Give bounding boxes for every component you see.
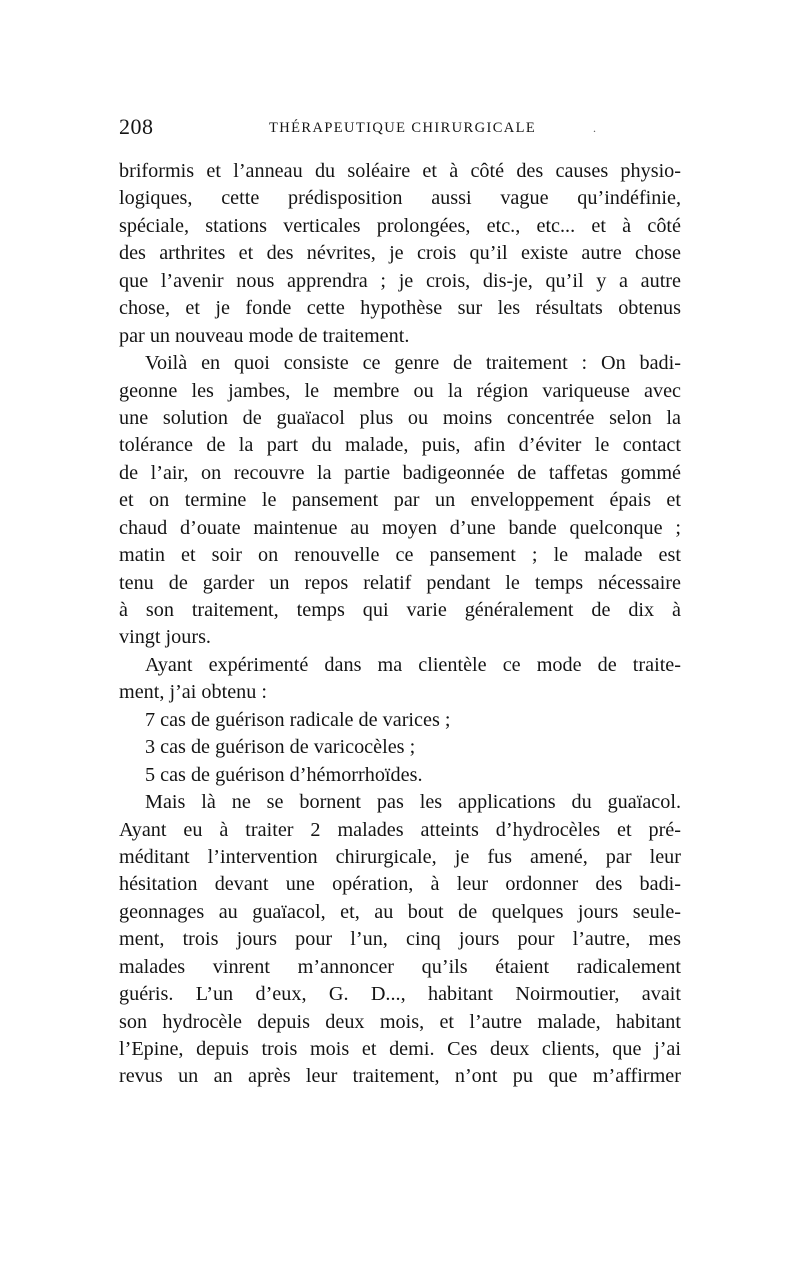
text-line: ment, trois jours pour l’un, cinq jours pour l’autre, mes <box>119 928 681 951</box>
running-title: THÉRAPEUTIQUE CHIRURGICALE <box>269 120 537 136</box>
text-line: chose, et je fonde cette hypothèse sur les résultats obtenus <box>119 297 681 320</box>
text-line: que l’avenir nous apprendra ; je crois, dis-je, qu’il y a autre <box>119 269 681 292</box>
text-line: revus un an après leur traitement, n’ont pu que m’affirmer <box>119 1065 681 1088</box>
text-line: son hydrocèle depuis deux mois, et l’autre malade, habitant <box>119 1010 681 1033</box>
text-line: geonnages au guaïacol, et, au bout de quelques jours seule- <box>119 900 681 923</box>
text-line: malades vinrent m’annoncer qu’ils étaient radicalement <box>119 955 681 978</box>
text-line: l’Epine, depuis trois mois et demi. Ces deux clients, que j’ai <box>119 1038 681 1060</box>
text-line: 3 cas de guérison de varicocèles ; <box>145 736 416 759</box>
text-line: chaud d’ouate maintenue au moyen d’une bande quelconque ; <box>119 516 681 539</box>
page-header <box>119 114 681 148</box>
text-line: Voilà en quoi consiste ce genre de traitement : On badi- <box>145 352 681 375</box>
text-line: tenu de garder un repos relatif pendant le temps nécessaire <box>119 571 681 594</box>
text-line: matin et soir on renouvelle ce pansement ; le malade est <box>119 544 681 567</box>
text-line: briformis et l’anneau du soléaire et à côté des causes physio- <box>119 160 681 182</box>
text-line: 7 cas de guérison radicale de varices ; <box>145 708 451 731</box>
text-line: une solution de guaïacol plus ou moins concentrée selon la <box>119 406 681 429</box>
text-line: guéris. L’un d’eux, G. D..., habitant Noirmoutier, avait <box>119 983 681 1006</box>
text-line: de l’air, on recouvre la partie badigeonnée de taffetas gommé <box>119 461 681 484</box>
text-line: et on termine le pansement par un enveloppement épais et <box>119 489 681 512</box>
text-line: spéciale, stations verticales prolongées, etc., etc... et à côté <box>119 214 681 237</box>
text-line: Mais là ne se bornent pas les applications du guaïacol. <box>145 791 681 814</box>
text-line: Ayant expérimenté dans ma clientèle ce mode de traite- <box>145 653 681 676</box>
body-text <box>119 158 681 1091</box>
header-mark: . <box>593 121 596 135</box>
text-line: des arthrites et des névrites, je crois qu’il existe autre chose <box>119 242 681 265</box>
text-line: tolérance de la part du malade, puis, afin d’éviter le contact <box>119 434 681 457</box>
text-line: à son traitement, temps qui varie généralement de dix à <box>119 599 681 621</box>
text-line: geonne les jambes, le membre ou la région variqueuse avec <box>119 379 681 402</box>
text-line: par un nouveau mode de traitement. <box>119 324 410 347</box>
text-line: hésitation devant une opération, à leur ordonner des badi- <box>119 873 681 896</box>
text-line: ment, j’ai obtenu : <box>119 681 268 704</box>
text-line: 5 cas de guérison d’hémorrhoïdes. <box>145 763 423 786</box>
text-line: méditant l’intervention chirurgicale, je fus amené, par leur <box>119 845 681 868</box>
text-line: Ayant eu à traiter 2 malades atteints d’hydrocèles et pré- <box>119 818 681 841</box>
text-line: vingt jours. <box>119 626 211 649</box>
text-line: logiques, cette prédisposition aussi vague qu’indéfinie, <box>119 187 681 210</box>
page-number: 208 <box>119 114 154 139</box>
